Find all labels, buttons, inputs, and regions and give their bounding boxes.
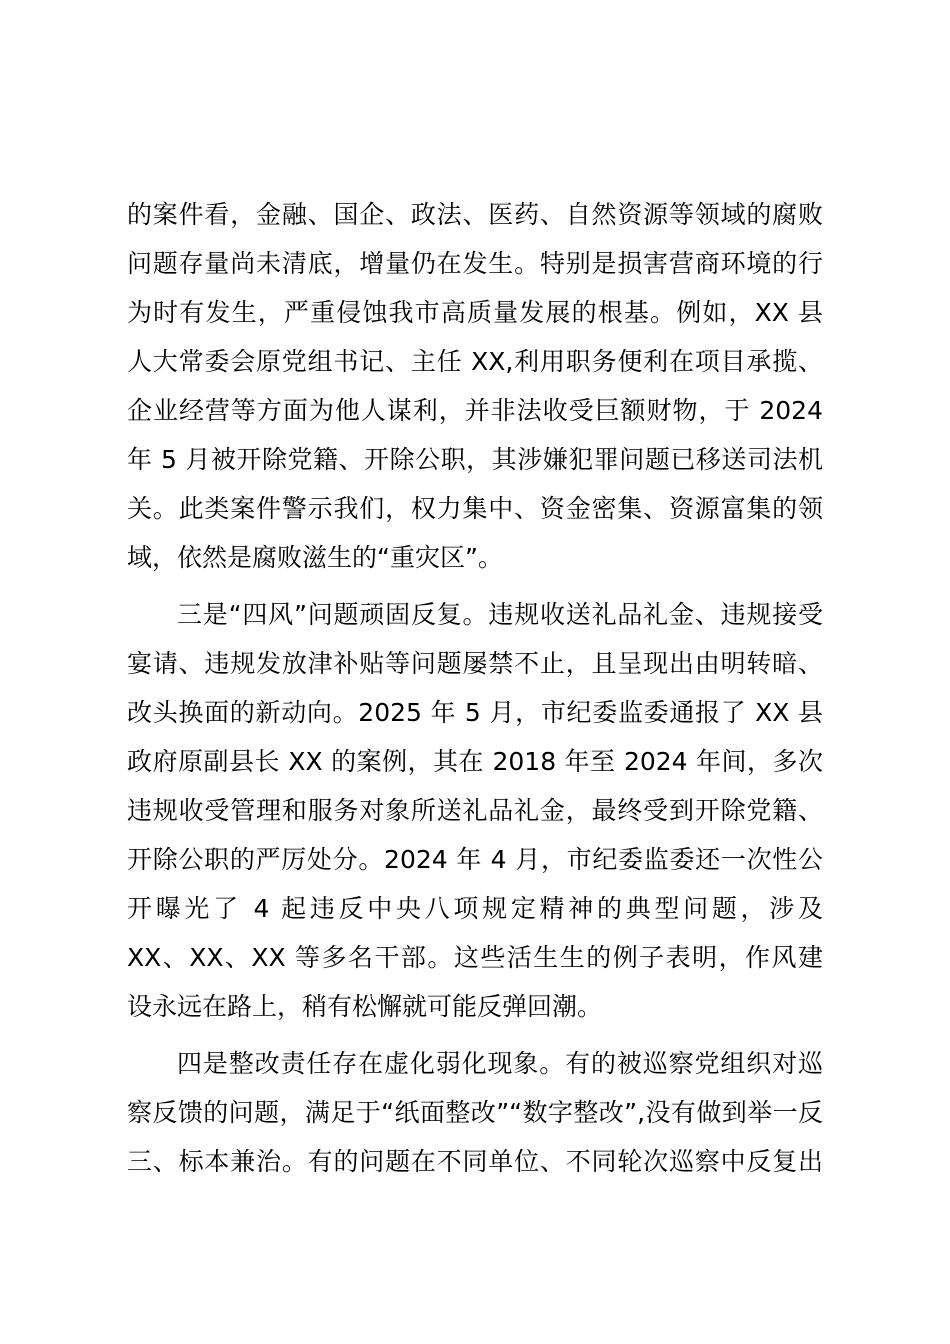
text-line: 年 5 月被开除党籍、开除公职，其涉嫌犯罪问题已移送司法机 — [127, 445, 823, 474]
text-line: 宴请、违规发放津补贴等问题屡禁不止，且呈现出由明转暗、 — [127, 649, 823, 678]
text-line: 开除公职的严厉处分。2024 年 4 月，市纪委监委还一次性公 — [127, 845, 823, 874]
text-line: 人大常委会原党组书记、主任 XX,利用职务便利在项目承揽、 — [127, 347, 823, 376]
text-line: 察反馈的问题，满足于“纸面整改”“数字整改”,没有做到举一反 — [127, 1098, 823, 1127]
text-line: 三是“四风”问题顽固反复。违规收送礼品礼金、违规接受 — [177, 600, 823, 629]
text-line: 政府原副县长 XX 的案例，其在 2018 年至 2024 年间，多次 — [127, 747, 823, 776]
text-line: 问题存量尚未清底，增量仍在发生。特别是损害营商环境的行 — [127, 249, 823, 278]
text-line: 的案件看，金融、国企、政法、医药、自然资源等领域的腐败 — [127, 200, 823, 229]
paragraph-p1 — [127, 190, 823, 582]
text-line: 企业经营等方面为他人谋利，并非法收受巨额财物，于 2024 — [127, 396, 823, 425]
text-line: 开曝光了 4 起违反中央八项规定精神的典型问题，涉及 — [127, 894, 823, 923]
paragraph-gap — [127, 582, 823, 590]
text-line: 关。此类案件警示我们，权力集中、资金密集、资源富集的领 — [127, 494, 823, 523]
text-line: 四是整改责任存在虚化弱化现象。有的被巡察党组织对巡 — [177, 1049, 823, 1078]
document-body — [127, 190, 823, 1186]
text-line: 三、标本兼治。有的问题在不同单位、不同轮次巡察中反复出 — [127, 1147, 823, 1176]
text-line: XX、XX、XX 等多名干部。这些活生生的例子表明，作风建 — [127, 943, 823, 972]
paragraph-p2 — [127, 590, 823, 1031]
text-line: 设永远在路上，稍有松懈就可能反弹回潮。 — [127, 992, 603, 1021]
text-line: 改头换面的新动向。2025 年 5 月，市纪委监委通报了 XX 县 — [127, 698, 823, 727]
text-line: 违规收受管理和服务对象所送礼品礼金，最终受到开除党籍、 — [127, 796, 823, 825]
text-line: 为时有发生，严重侵蚀我市高质量发展的根基。例如，XX 县 — [127, 298, 823, 327]
text-line: 域，依然是腐败滋生的“重灾区”。 — [127, 543, 503, 572]
paragraph-p3 — [127, 1039, 823, 1186]
paragraph-gap — [127, 1031, 823, 1039]
